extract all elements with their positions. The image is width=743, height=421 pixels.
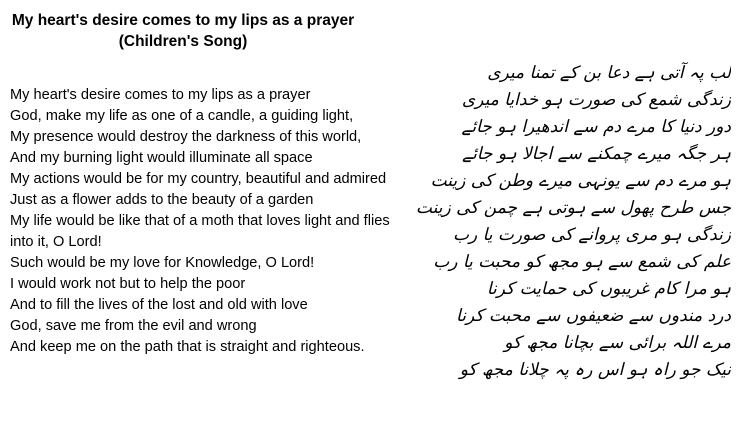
english-line: God, make my life as one of a candle, a guiding light, — [10, 108, 354, 124]
urdu-line: ہو مرا کام غریبوں کی حمایت کرنا — [486, 279, 731, 299]
urdu-line: نیک جو راہ ہو اس رہ پہ چلانا مجھ کو — [459, 360, 731, 380]
english-line: And keep me on the path that is straight and righteous. — [10, 339, 365, 355]
song-title: My heart's desire comes to my lips as a prayer — [11, 12, 355, 29]
urdu-line: لب پہ آتی ہے دعا بن کے تمنا میری — [487, 63, 731, 83]
english-line: My presence would destroy the darkness of this world, — [10, 129, 362, 145]
english-line: I would work not but to help the poor — [10, 276, 246, 292]
english-line: Such would be my love for Knowledge, O Lord! — [10, 255, 315, 271]
english-line: And to fill the lives of the lost and old with love — [10, 297, 308, 313]
urdu-line: دور دنیا کا مرے دم سے اندھیرا ہو جائے — [461, 117, 731, 137]
english-line: And my burning light would illuminate all space — [10, 150, 313, 166]
song-subtitle: (Children's Song) — [118, 33, 248, 50]
urdu-line: زندگی شمع کی صورت ہو خدایا میری — [461, 90, 731, 110]
english-line: My actions would be for my country, beautiful and admired — [10, 171, 387, 187]
urdu-line: درد مندوں سے ضعیفوں سے محبت کرنا — [456, 306, 731, 326]
song-title-block — [0, 10, 366, 52]
english-translation — [10, 85, 405, 358]
urdu-poem — [405, 60, 731, 384]
english-line: God, save me from the evil and wrong — [10, 318, 257, 334]
urdu-line: ہو مرے دم سے یونہی میرے وطن کی زینت — [430, 171, 731, 191]
english-line: Just as a flower adds to the beauty of a garden — [10, 192, 314, 208]
english-line: My life would be like that of a moth that loves light and flies into it, O Lord! — [10, 213, 390, 250]
urdu-line: علم کی شمع سے ہو مجھ کو محبت یا رب — [433, 252, 731, 272]
urdu-line: مرے اللہ برائی سے بچانا مجھ کو — [504, 333, 731, 353]
urdu-line: زندگی ہو مری پروانے کی صورت یا رب — [452, 225, 731, 245]
urdu-line: ہر جگہ میرے چمکنے سے اجالا ہو جائے — [462, 144, 731, 164]
english-line: My heart's desire comes to my lips as a prayer — [10, 87, 311, 103]
urdu-line: جس طرح پھول سے ہوتی ہے چمن کی زینت — [415, 198, 731, 218]
